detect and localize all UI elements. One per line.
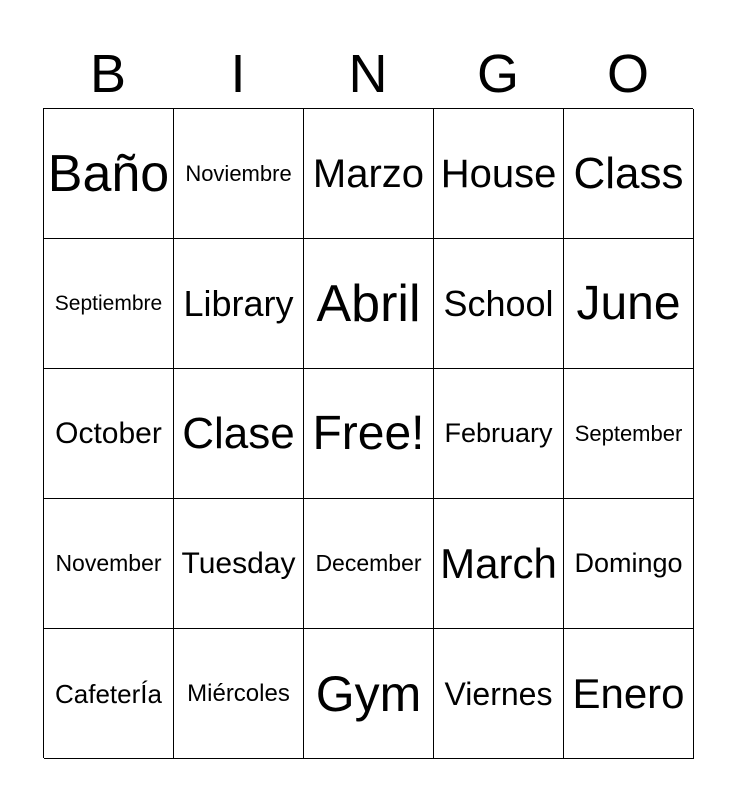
bingo-cell[interactable]: October [44, 369, 174, 499]
bingo-cell[interactable]: September [564, 369, 694, 499]
bingo-cell[interactable]: House [434, 109, 564, 239]
bingo-cell[interactable]: Enero [564, 629, 694, 759]
bingo-cell[interactable]: Gym [304, 629, 434, 759]
bingo-cell[interactable]: Clase [174, 369, 304, 499]
bingo-cell[interactable]: Class [564, 109, 694, 239]
bingo-cell[interactable]: June [564, 239, 694, 369]
header-letter-g: G [476, 44, 519, 104]
header-letter-b: B [89, 44, 127, 104]
bingo-header [43, 40, 693, 108]
bingo-cell[interactable]: Library [174, 239, 304, 369]
bingo-cell[interactable]: Domingo [564, 499, 694, 629]
header-letter-i: I [230, 44, 246, 104]
bingo-cell[interactable]: Abril [304, 239, 434, 369]
bingo-cell[interactable]: School [434, 239, 564, 369]
bingo-cell[interactable]: Septiembre [44, 239, 174, 369]
bingo-cell[interactable]: March [434, 499, 564, 629]
bingo-cell[interactable]: Marzo [304, 109, 434, 239]
header-letter-n: N [348, 44, 388, 104]
bingo-cell[interactable]: Tuesday [174, 499, 304, 629]
bingo-cell[interactable]: Viernes [434, 629, 564, 759]
bingo-cell[interactable]: November [44, 499, 174, 629]
bingo-cell[interactable]: February [434, 369, 564, 499]
bingo-cell[interactable]: Noviembre [174, 109, 304, 239]
bingo-card-grid [43, 108, 693, 758]
bingo-cell[interactable]: Baño [44, 109, 174, 239]
header-letter-o: O [606, 44, 649, 104]
free-space-cell[interactable]: Free! [304, 369, 434, 499]
bingo-cell[interactable]: Miércoles [174, 629, 304, 759]
bingo-cell[interactable]: December [304, 499, 434, 629]
bingo-cell[interactable]: CafeterÍa [44, 629, 174, 759]
